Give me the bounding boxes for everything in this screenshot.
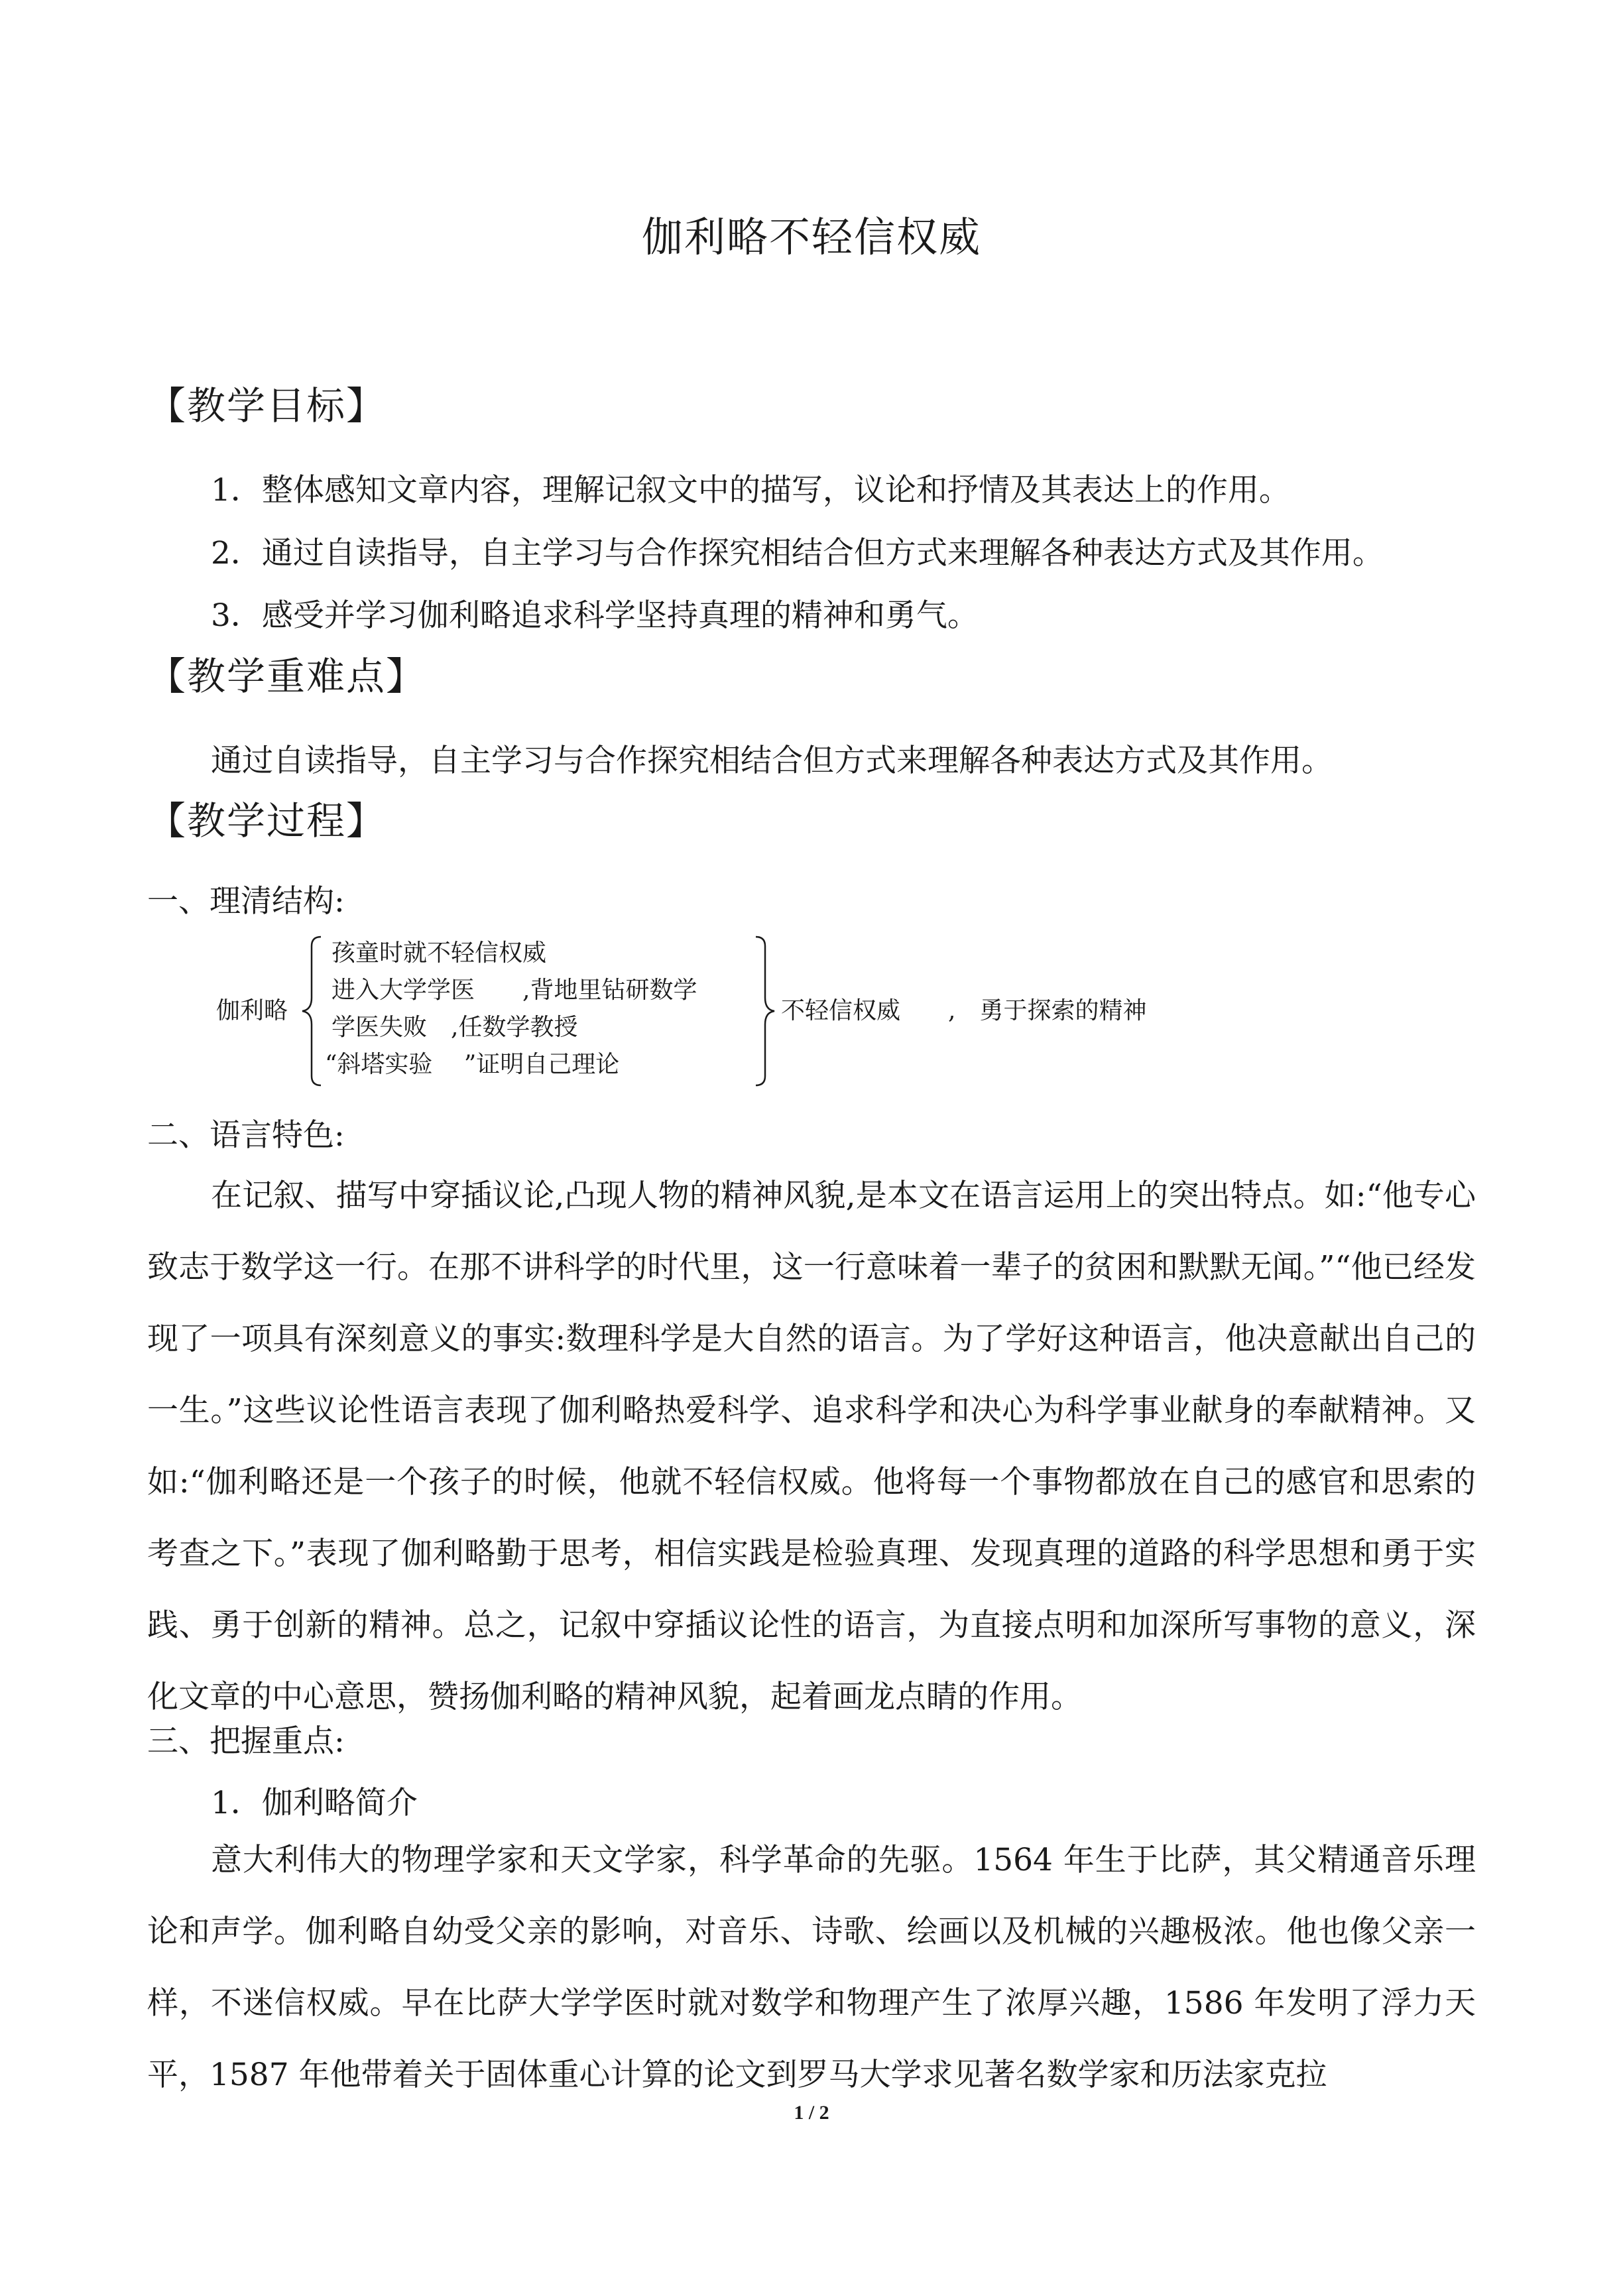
structure-item-1: 孩童时就不轻信权威 — [331, 939, 547, 967]
intro-paragraph: 意大利伟大的物理学家和天文学家，科学革命的先驱。1564 年生于比萨，其父精通音乐理论和声学。伽利略自幼受父亲的影响，对音乐、诗歌、绘画以及机械的兴趣极浓。他也像父亲一样，不迷信权威。早在比萨大学学医时就对数学和物理产生了浓厚兴趣，1586 年发明了浮力天平，1587 年他带着关于固体重心计算的论文到罗马大学求见著名数学家和历法家克拉 — [147, 1842, 1476, 2093]
goal-item-1: 1．整体感知文章内容，理解记叙文中的描写，议论和抒情及其表达上的作用。 — [211, 472, 1290, 509]
structure-item-2: 进入大学学医 ,背地里钻研数学 — [331, 977, 697, 1004]
goal-item-2: 2．通过自读指导，自主学习与合作探究相结合但方式来理解各种表达方式及其作用。 — [211, 535, 1384, 572]
key-points-sub: 1．伽利略简介 — [211, 1785, 418, 1821]
language-heading: 二、语言特色: — [147, 1117, 345, 1154]
goal-item-3: 3．感受并学习伽利略追求科学坚持真理的精神和勇气。 — [211, 597, 979, 634]
section-heading-goals: 【教学目标】 — [147, 383, 387, 428]
structure-heading: 一、理清结构: — [147, 883, 345, 920]
structure-root: 伽利略 — [216, 997, 288, 1024]
structure-diagram — [147, 932, 1208, 1091]
structure-item-4: “斜塔实验 ”证明自己理论 — [325, 1051, 620, 1078]
document-title: 伽利略不轻信权威 — [641, 213, 981, 261]
section-heading-process: 【教学过程】 — [147, 798, 387, 843]
structure-conclusion: 不轻信权威 , 勇于探索的精神 — [781, 997, 1147, 1024]
page-number: 1 / 2 — [794, 2102, 829, 2124]
key-points-heading: 三、把握重点: — [147, 1723, 345, 1760]
language-paragraph: 在记叙、描写中穿插议论,凸现人物的精神风貌,是本文在语言运用上的突出特点。如:“他专心致志于数学这一行。在那不讲科学的时代里，这一行意味着一辈子的贫困和默默无闻。”“他已经发现了一项具有深刻意义的事实:数理科学是大自然的语言。为了学好这种语言，他决意献出自己的一生。”这些议论性语言表现了伽利略热爱科学、追求科学和决心为科学事业献身的奉献精神。又如:“伽利略还是一个孩子的时候，他就不轻信权威。他将每一个事物都放在自己的感官和思索的考查之下。”表现了伽利略勤于思考，相信实践是检验真理、发现真理的道路的科学思想和勇于实践、勇于创新的精神。总之，记叙中穿插议论性的语言，为直接点明和加深所写事物的意义，深化文章的中心意思，赞扬伽利略的精神风貌，起着画龙点睛的作用。 — [147, 1178, 1476, 1715]
structure-item-3: 学医失败 ,任数学教授 — [331, 1014, 578, 1041]
section-heading-key: 【教学重难点】 — [147, 654, 426, 699]
key-text: 通过自读指导，自主学习与合作探究相结合但方式来理解各种表达方式及其作用。 — [211, 743, 1333, 779]
